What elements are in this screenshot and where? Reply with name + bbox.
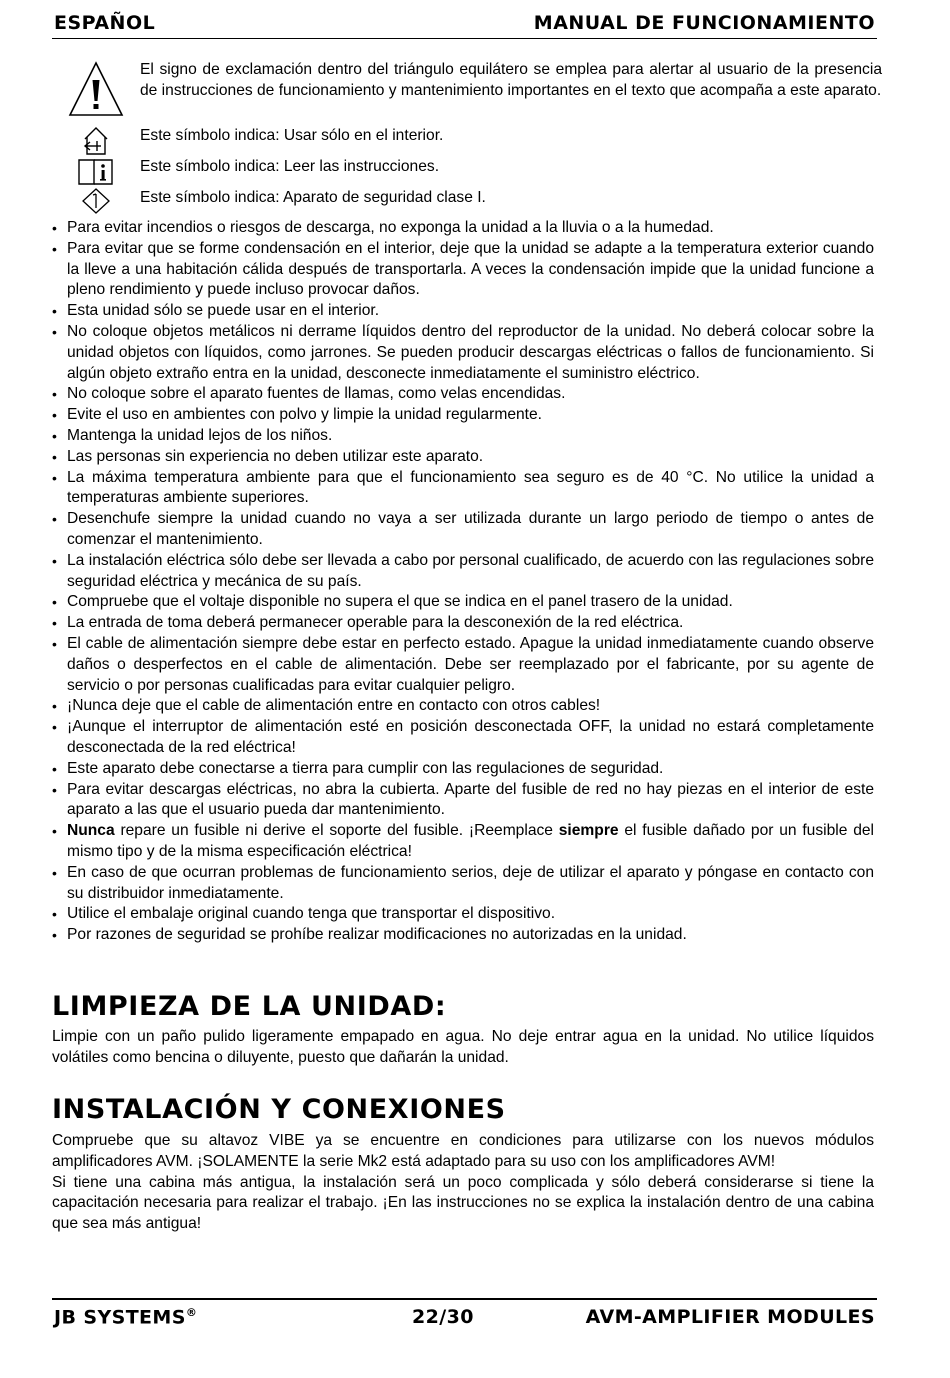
list-item: • Para evitar que se forme condensación en el interior, deje que la unidad se adapte a la temperatura exterior cuando la lleve a una habitación cálida después de transportarla. A veces la condensación impide que la unidad funcione a pleno rendimiento y puede incluso provocar daños. [52, 239, 874, 301]
list-item: • El cable de alimentación siempre debe estar en perfecto estado. Apague la unidad inmediatamente cuando observe daños o desperfectos en el cable de alimentación. Debe ser reemplazado por el fabricante, por su agente de servicio o por personas cualificadas para evitar cualquier peligro. [52, 634, 874, 696]
symbol-row-indoor [52, 126, 882, 157]
list-item: • La máxima temperatura ambiente para que el funcionamiento sea seguro es de 40 °C. No utilice la unidad a temperaturas ambiente superiores. [52, 468, 874, 510]
list-item: • ¡Aunque el interruptor de alimentación esté en posición desconectada OFF, la unidad no estará completamente desconectada de la red eléctrica! [52, 717, 874, 759]
list-item: • ¡Nunca deje que el cable de alimentación entre en contacto con otros cables! [52, 696, 874, 717]
installation-line-1: Compruebe que su altavoz VIBE ya se encuentre en condiciones para utilizarse con los nuevos módulos amplificadores AVM. ¡SOLAMENTE la serie Mk2 está adaptado para su uso con los amplificadores AVM! [52, 1132, 874, 1170]
read-instructions-icon [52, 157, 140, 187]
footer-product: AVM-AMPLIFIER MODULES [585, 1306, 875, 1328]
footer-brand [54, 1306, 197, 1328]
list-item: • Este aparato debe conectarse a tierra para cumplir con las regulaciones de seguridad. [52, 759, 874, 780]
symbol-row-class-one [52, 188, 882, 218]
list-item: • Para evitar descargas eléctricas, no abra la cubierta. Aparte del fusible de red no hay piezas en el interior de este aparato a las que el usuario pueda dar mantenimiento. [52, 780, 874, 822]
header-language: ESPAÑOL [54, 12, 156, 34]
list-item: • Esta unidad sólo se puede usar en el interior. [52, 301, 874, 322]
page-footer [52, 1298, 877, 1332]
safety-bullet-list [52, 218, 874, 946]
list-item: • Por razones de seguridad se prohíbe realizar modificaciones no autorizadas en la unidad. [52, 925, 874, 946]
installation-paragraph [52, 1131, 874, 1235]
installation-line-2: Si tiene una cabina más antigua, la instalación será un poco complicada y sólo deberá considerarse si tiene la capacitación necesaria para realizar el trabajo. ¡En las instrucciones no se explica la instalación dentro de una cabina que sea más antigua! [52, 1173, 874, 1233]
list-item: • No coloque sobre el aparato fuentes de llamas, como velas encendidas. [52, 384, 874, 405]
list-item: • Para evitar incendios o riesgos de descarga, no exponga la unidad a la lluvia o a la humedad. [52, 218, 874, 239]
list-item: • Mantenga la unidad lejos de los niños. [52, 426, 874, 447]
symbol-row-instructions [52, 157, 882, 188]
emphasis-never: Nunca [67, 822, 115, 840]
page-header [52, 10, 877, 39]
symbol-text-instructions: Este símbolo indica: Leer las instrucciones. [140, 158, 440, 175]
symbol-text-class-one: Este símbolo indica: Aparato de seguridad clase I. [140, 189, 486, 206]
brand-name: JB SYSTEMS [54, 1306, 186, 1329]
list-item: • Utilice el embalaje original cuando tenga que transportar el dispositivo. [52, 904, 874, 925]
page-number: 22/30 [412, 1306, 474, 1328]
cleaning-heading: LIMPIEZA DE LA UNIDAD: [52, 991, 447, 1022]
header-title: MANUAL DE FUNCIONAMIENTO [533, 12, 875, 34]
warning-triangle-icon [52, 60, 140, 118]
indoor-use-icon [52, 126, 140, 156]
cleaning-paragraph: Limpie con un paño pulido ligeramente empapado en agua. No deje entrar agua en la unidad. No utilice líquidos volátiles como bencina o diluyente, puesto que dañarán la unidad. [52, 1028, 874, 1066]
list-item-fuse [52, 821, 874, 863]
symbol-text-warning: El signo de exclamación dentro del triángulo equilátero se emplea para alertar al usuario de la presencia de instrucciones de funcionamiento y mantenimiento importantes en el texto que acompaña a este aparato. [140, 61, 882, 99]
list-item: • Compruebe que el voltaje disponible no supera el que se indica en el panel trasero de la unidad. [52, 592, 874, 613]
registered-mark: ® [185, 1306, 198, 1319]
symbol-row-warning [52, 60, 882, 126]
list-item: • No coloque objetos metálicos ni derrame líquidos dentro del reproductor de la unidad. No deberá colocar sobre la unidad objetos con líquidos, como jarrones. Se pueden producir descargas eléctricas o fallos de funcionamiento. Si algún objeto extraño entra en la unidad, desconecte inmediatamente el suministro eléctrico. [52, 322, 874, 384]
list-item: • Las personas sin experiencia no deben utilizar este aparato. [52, 447, 874, 468]
list-item: • Desenchufe siempre la unidad cuando no vaya a ser utilizada durante un largo periodo de tiempo o antes de comenzar el mantenimiento. [52, 509, 874, 551]
fuse-text-1: repare un fusible ni derive el soporte del fusible. ¡Reemplace [114, 822, 559, 840]
list-item: • Evite el uso en ambientes con polvo y limpie la unidad regularmente. [52, 405, 874, 426]
list-item: • La entrada de toma deberá permanecer operable para la desconexión de la red eléctrica. [52, 613, 874, 634]
installation-heading: INSTALACIÓN Y CONEXIONES [52, 1094, 506, 1125]
list-item: • En caso de que ocurran problemas de funcionamiento serios, deje de utilizar el aparato y póngase en contacto con su distribuidor inmediatamente. [52, 863, 874, 905]
emphasis-always: siempre [558, 822, 619, 840]
list-item: • La instalación eléctrica sólo debe ser llevada a cabo por personal cualificado, de acuerdo con las regulaciones sobre seguridad eléctrica y mecánica de su país. [52, 551, 874, 593]
safety-symbols [52, 60, 882, 218]
symbol-text-indoor: Este símbolo indica: Usar sólo en el interior. [140, 127, 444, 144]
fuse-text-2: el fusible dañado por un fusible del mismo tipo y de la misma especificación eléctrica! [67, 822, 875, 860]
class-one-safety-icon [52, 188, 140, 214]
